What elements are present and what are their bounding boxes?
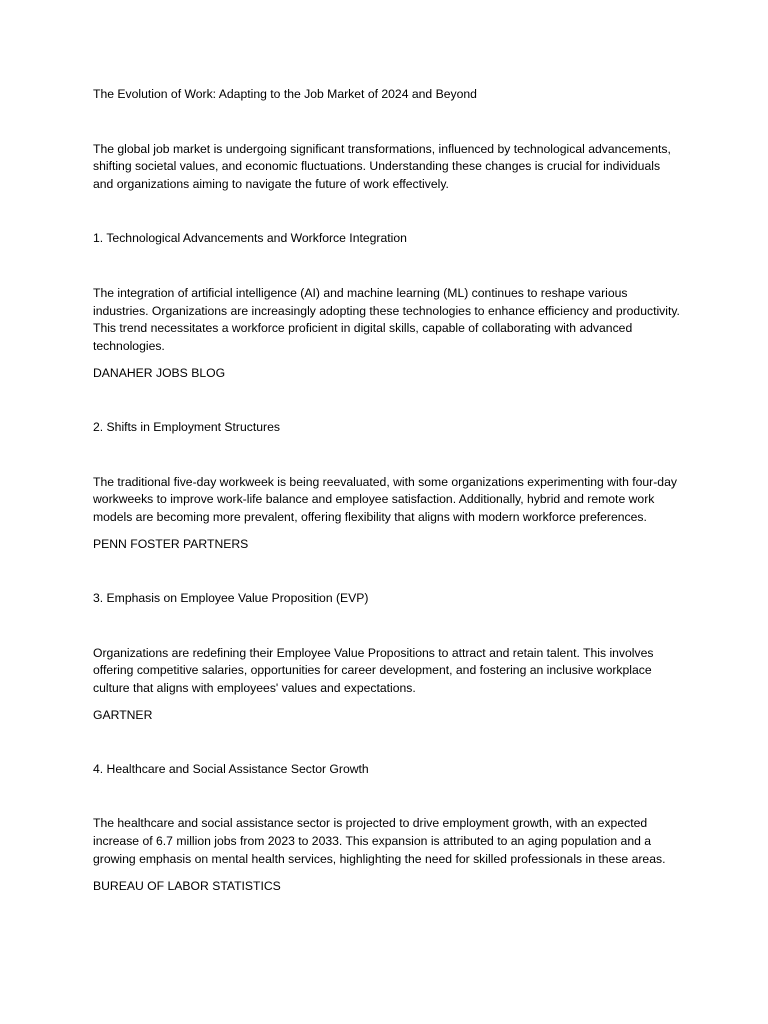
section-body: The healthcare and social assistance sector is projected to drive employment growth, with an expected increase of 6.7 million jobs from 2023 to 2033. This expansion is attributed to an aging population and a growing emphasis on mental health services, highlighting the need for skilled professionals in these areas. bbox=[93, 816, 666, 866]
section-heading: 4. Healthcare and Social Assistance Sector Growth bbox=[93, 761, 369, 776]
section-3 bbox=[93, 590, 681, 725]
section-source: PENN FOSTER PARTNERS bbox=[93, 537, 249, 552]
section-body: Organizations are redefining their Employee Value Propositions to attract and retain talent. This involves offering competitive salaries, opportunities for career development, and fostering an inclusive workplace culture that aligns with employees' values and expectations. bbox=[93, 645, 654, 695]
section-heading: 3. Emphasis on Employee Value Proposition (EVP) bbox=[93, 590, 369, 605]
section-body: The integration of artificial intelligence (AI) and machine learning (ML) continues to reshape various industries. Organizations are increasingly adopting these technologies to enhance efficiency and productivity. This trend necessitates a workforce proficient in digital skills, capable of collaborating with advanced technologies. bbox=[93, 285, 680, 353]
document-title: The Evolution of Work: Adapting to the Job Market of 2024 and Beyond bbox=[93, 87, 477, 101]
section-2 bbox=[93, 419, 681, 554]
section-source: DANAHER JOBS BLOG bbox=[93, 366, 226, 381]
section-heading: 1. Technological Advancements and Workforce Integration bbox=[93, 231, 407, 246]
section-source: GARTNER bbox=[93, 708, 153, 723]
section-1 bbox=[93, 230, 681, 383]
intro-paragraph: The global job market is undergoing significant transformations, influenced by technological advancements, shifting societal values, and economic fluctuations. Understanding these changes is crucial for individuals and organizations aiming to navigate the future of work effectively. bbox=[93, 141, 671, 191]
document-page bbox=[93, 86, 681, 932]
section-source: BUREAU OF LABOR STATISTICS bbox=[93, 879, 281, 894]
section-heading: 2. Shifts in Employment Structures bbox=[93, 419, 280, 434]
section-body: The traditional five-day workweek is being reevaluated, with some organizations experimenting with four-day workweeks to improve work-life balance and employee satisfaction. Additionally, hybrid and remote work models are becoming more prevalent, offering flexibility that aligns with modern workforce preferences. bbox=[93, 474, 677, 524]
section-4 bbox=[93, 761, 681, 896]
